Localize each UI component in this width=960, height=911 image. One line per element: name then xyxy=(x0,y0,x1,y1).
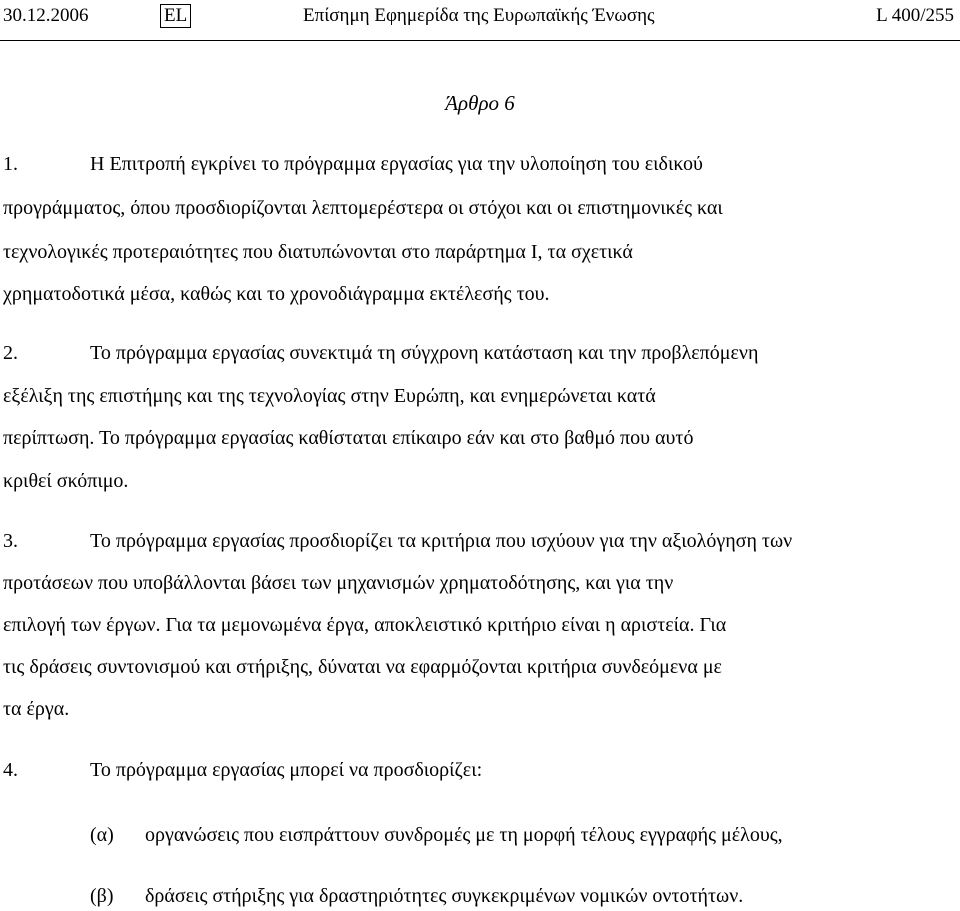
paragraph-line: χρηματοδοτικά μέσα, καθώς και το χρονοδιάγραμμα εκτέλεσής του. xyxy=(3,283,550,305)
paragraph-number: 4. xyxy=(3,759,18,781)
paragraph-line: προγράμματος, όπου προσδιορίζονται λεπτομερέστερα οι στόχοι και οι επιστημονικές και xyxy=(3,197,723,219)
list-item-text: οργανώσεις που εισπράττουν συνδρομές με τη μορφή τέλους εγγραφής μέλους, xyxy=(145,824,783,846)
paragraph-line: Το πρόγραμμα εργασίας προσδιορίζει τα κριτήρια που ισχύουν για την αξιολόγηση των xyxy=(90,530,793,552)
paragraph-line: προτάσεων που υποβάλλονται βάσει των μηχανισμών χρηματοδότησης, και για την xyxy=(3,572,674,594)
paragraph-line: τεχνολογικές προτεραιότητες που διατυπώνονται στο παράρτημα Ι, τα σχετικά xyxy=(3,241,633,263)
list-item-text: δράσεις στήριξης για δραστηριότητες συγκεκριμένων νομικών οντοτήτων. xyxy=(145,885,744,907)
article-title: Άρθρο 6 xyxy=(445,91,515,115)
page-reference: L 400/255 xyxy=(876,5,954,26)
paragraph-number: 1. xyxy=(3,153,18,175)
paragraph-line: Το πρόγραμμα εργασίας μπορεί να προσδιορίζει: xyxy=(90,759,483,781)
paragraph-line: τις δράσεις συντονισμού και στήριξης, δύναται να εφαρμόζονται κριτήρια συνδεόμενα με xyxy=(3,656,722,678)
page-header xyxy=(0,0,960,41)
paragraph-line: τα έργα. xyxy=(3,698,70,720)
journal-title: Επίσημη Εφημερίδα της Ευρωπαϊκής Ένωσης xyxy=(303,5,655,26)
publication-date: 30.12.2006 xyxy=(3,5,89,26)
paragraph-line: κριθεί σκόπιμο. xyxy=(3,470,129,492)
paragraph-number: 2. xyxy=(3,342,18,364)
language-code-box: EL xyxy=(160,4,191,28)
paragraph-line: επιλογή των έργων. Για τα μεμονωμένα έργα, αποκλειστικό κριτήριο είναι η αριστεία. Για xyxy=(3,614,727,636)
list-item-label: (β) xyxy=(90,885,114,907)
paragraph-line: εξέλιξη της επιστήμης και της τεχνολογίας στην Ευρώπη, και ενημερώνεται κατά xyxy=(3,385,656,407)
paragraph-line: Η Επιτροπή εγκρίνει το πρόγραμμα εργασίας για την υλοποίηση του ειδικού xyxy=(90,153,703,175)
list-item-label: (α) xyxy=(90,824,114,846)
paragraph-line: Το πρόγραμμα εργασίας συνεκτιμά τη σύγχρονη κατάσταση και την προβλεπόμενη xyxy=(90,342,759,364)
paragraph-number: 3. xyxy=(3,530,18,552)
paragraph-line: περίπτωση. Το πρόγραμμα εργασίας καθίσταται επίκαιρο εάν και στο βαθμό που αυτό xyxy=(3,427,694,449)
